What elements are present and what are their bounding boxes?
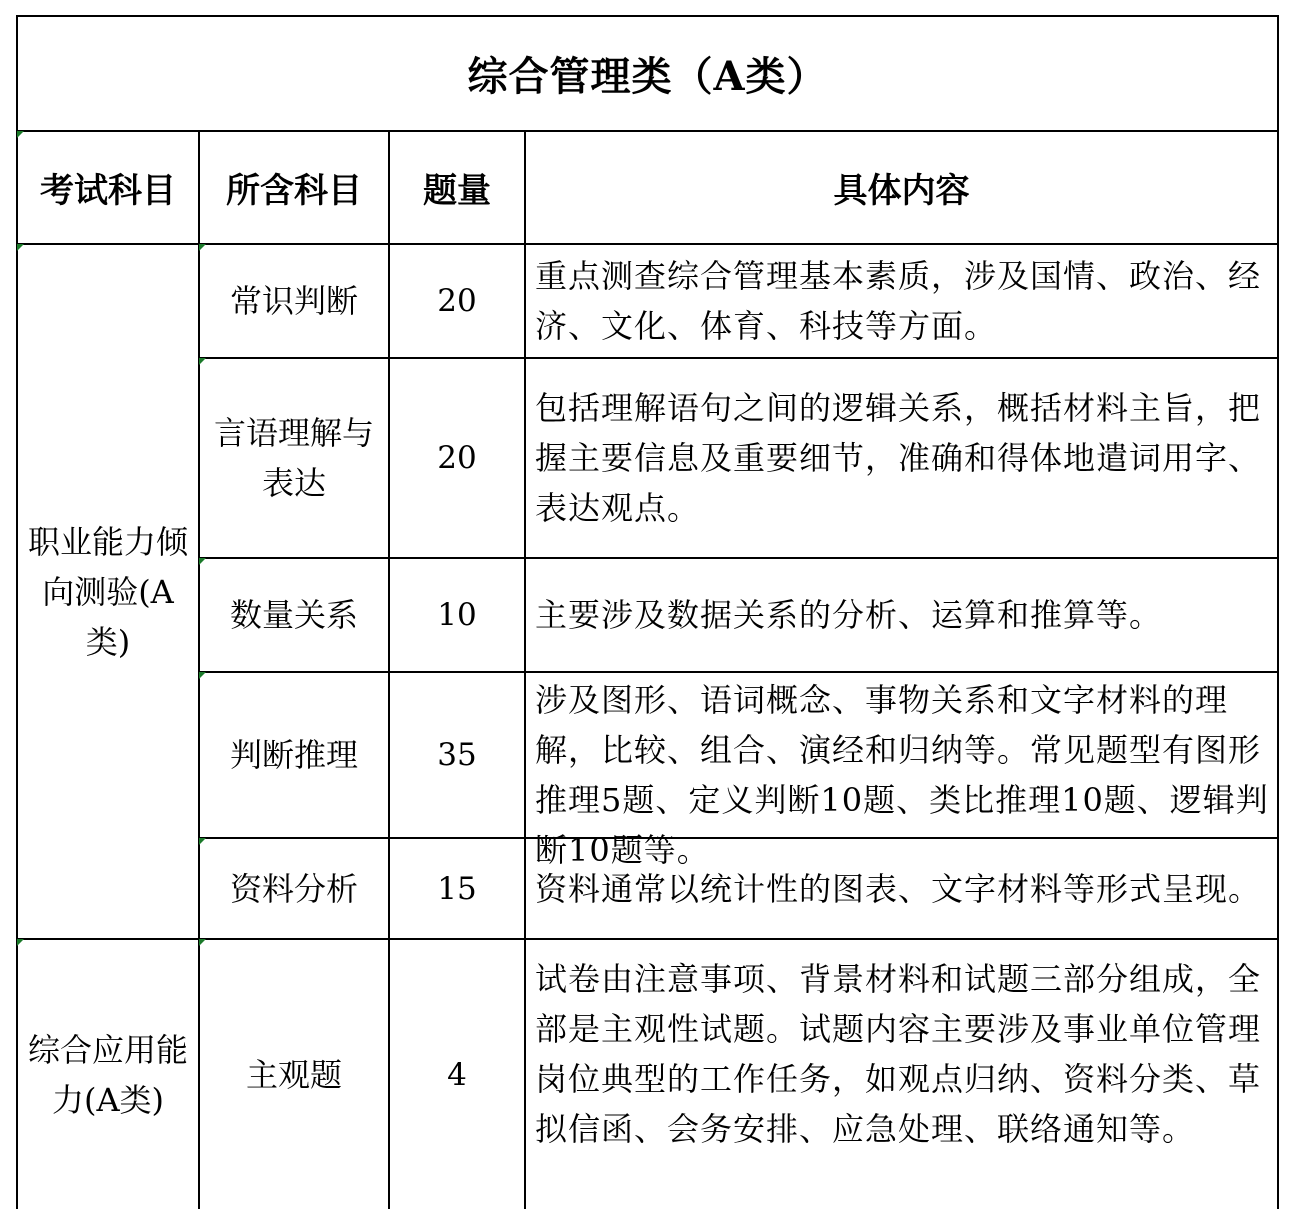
sub-subject-cell: 判断推理 (199, 672, 389, 838)
table-row (17, 558, 1278, 672)
title-row (17, 16, 1278, 131)
header-sub-subject: 所含科目 (199, 131, 389, 244)
question-count-cell: 4 (389, 939, 525, 1209)
group-name: 综合应用能力(A类) (17, 939, 199, 1209)
content-text: 涉及图形、语词概念、事物关系和文字材料的理解，比较、组合、演经和归纳等。常见题型有图形推理5题、定义判断10题、类比推理10题、逻辑判断10题等。 (535, 681, 1269, 869)
header-row (17, 131, 1278, 244)
question-count-cell: 20 (389, 244, 525, 358)
content-cell: 重点测查综合管理基本素质，涉及国情、政治、经济、文化、体育、科技等方面。 (525, 244, 1278, 358)
header-content: 具体内容 (525, 131, 1278, 244)
table-row (17, 838, 1278, 939)
content-cell: 包括理解语句之间的逻辑关系，概括材料主旨，把握主要信息及重要细节，准确和得体地遣词用字、表达观点。 (525, 358, 1278, 558)
content-cell: 资料通常以统计性的图表、文字材料等形式呈现。 (525, 838, 1278, 939)
content-cell (525, 672, 1278, 869)
header-question-count: 题量 (389, 131, 525, 244)
sub-subject-cell: 主观题 (199, 939, 389, 1209)
sub-subject-cell: 常识判断 (199, 244, 389, 358)
header-exam-subject: 考试科目 (17, 131, 199, 244)
question-count-cell: 20 (389, 358, 525, 558)
sub-subject-cell: 言语理解与表达 (199, 358, 389, 558)
exam-subject-table (16, 15, 1279, 1209)
table-title: 综合管理类（A类） (17, 16, 1278, 131)
table-row (17, 244, 1278, 358)
question-count-cell: 35 (389, 672, 525, 838)
content-cell: 试卷由注意事项、背景材料和试题三部分组成，全部是主观性试题。试题内容主要涉及事业单位管理岗位典型的工作任务，如观点归纳、资料分类、草拟信函、会务安排、应急处理、联络通知等。 (525, 939, 1278, 1209)
table-row (17, 358, 1278, 558)
group-name: 职业能力倾向测验(A类) (17, 244, 199, 939)
question-count-cell: 10 (389, 558, 525, 672)
table-row (17, 672, 1278, 838)
content-clip (535, 675, 1269, 869)
question-count-cell: 15 (389, 838, 525, 939)
exam-table-sheet (16, 15, 1277, 1215)
table-row (17, 939, 1278, 1209)
sub-subject-cell: 资料分析 (199, 838, 389, 939)
content-cell: 主要涉及数据关系的分析、运算和推算等。 (525, 558, 1278, 672)
sub-subject-cell: 数量关系 (199, 558, 389, 672)
